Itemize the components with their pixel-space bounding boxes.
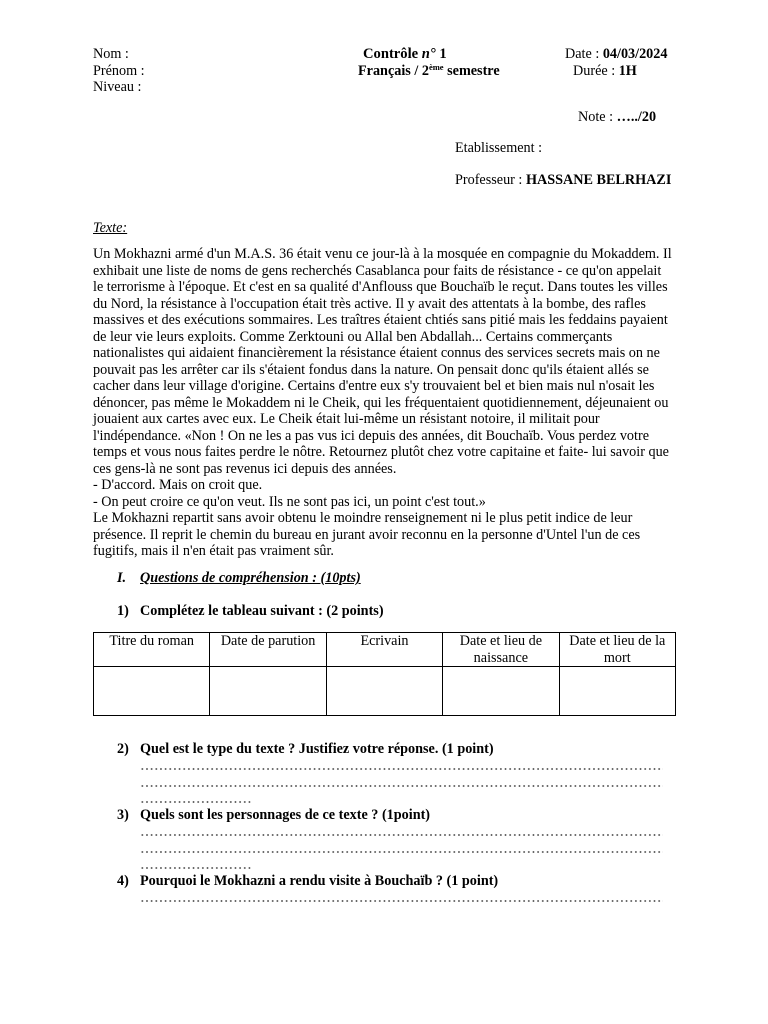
exam-subject-term: semestre <box>447 63 500 79</box>
date-label: Date : <box>565 46 600 62</box>
exam-title-number: 1 <box>439 46 447 62</box>
teacher-label: Professeur : <box>455 172 523 188</box>
question-1 <box>117 603 384 620</box>
table-header-death: Date et lieu de la mort <box>559 633 675 667</box>
grade-value: …../20 <box>616 109 657 125</box>
question-3 <box>117 807 663 873</box>
question-2 <box>117 741 663 807</box>
text-heading: Texte: <box>93 220 128 236</box>
text-line: l'indépendance. «Non ! On ne les a pas vus ici depuis des années, dit Bouchaïb. Vous perdez votre <box>93 427 649 444</box>
table-header-title: Titre du roman <box>94 633 210 667</box>
exam-duration <box>573 63 637 80</box>
text-line: jouaient aux cartes avec eux. Le Cheik était lui-même un résistant notoire, il militait pour <box>93 411 600 427</box>
prenom-label: Prénom : <box>93 63 145 79</box>
question-text: Quels sont les personnages de ce texte ? (1point) <box>140 807 431 823</box>
table-header-publication-date: Date de parution <box>210 633 326 667</box>
text-line: nationalistes qui aidaient financièrement la résistance étaient connus des services secrets mais on ne <box>93 345 660 361</box>
grade-label: Note : <box>578 109 614 125</box>
text-line: cacher dans leur village d'origine. Certains d'entre eux s'y trouvaient bel et bien mais nul n'osait les <box>93 378 655 394</box>
niveau-label: Niveau : <box>93 79 142 95</box>
nom-label: Nom : <box>93 46 129 62</box>
exam-title <box>363 46 447 63</box>
exam-title-number-abbr: n° <box>421 46 436 62</box>
text-line: du Nord, la résistance à l'occupation était très active. Il y avait des attentats à la bombe, des rafles <box>93 295 646 312</box>
text-line: Un Mokhazni armé d'un M.A.S. 36 était venu ce jour-là à la mosquée en compagnie du Mokaddem. Il <box>93 246 672 262</box>
text-line: dénoncer, pas même le Mokaddem ni le Cheik, qui les fréquentaient quotidiennement, déjeunaient ou <box>93 394 669 411</box>
answer-line <box>140 791 252 808</box>
text-line: Le Mokhazni repartit sans avoir obtenu le moindre renseignement ni le plus petit indice de leur <box>93 510 633 526</box>
question-number: 2) <box>117 741 129 757</box>
text-line: de leur vie leurs exploits. Comme Zerktouni ou Allal ben Abdallah... Certains commerçants <box>93 328 613 345</box>
table-cell <box>94 667 210 716</box>
novel-info-table <box>93 632 676 716</box>
table-header-row <box>94 633 676 667</box>
section-heading <box>117 570 361 587</box>
school-label: Etablissement : <box>455 140 543 156</box>
table-header-writer: Ecrivain <box>326 633 442 667</box>
text-line: exhibait une liste de noms de gens recherchés Casablanca pour faits de résistance - ce qu'on appelait <box>93 262 662 279</box>
text-line: - D'accord. Mais on croit que. <box>93 477 263 493</box>
answer-line <box>140 890 663 907</box>
text-line: temps et vous nous faites perdre le nôtre. Retournez plutôt chez votre capitaine et faite- lui savoir que <box>93 444 669 460</box>
exam-title-word: Contrôle <box>363 46 419 62</box>
exam-date <box>565 46 667 63</box>
teacher-name: HASSANE BELRHAZI <box>525 172 672 188</box>
teacher-field <box>455 172 671 189</box>
answer-line <box>140 824 663 841</box>
question-number: 4) <box>117 873 129 889</box>
text-line: pouvait pas les arrêter car ils s'étaient fondus dans la nature. On pensait donc qu'ils étaient allés se <box>93 361 649 378</box>
question-text: Pourquoi le Mokhazni a rendu visite à Bouchaïb ? (1 point) <box>140 873 499 889</box>
table-header-birth: Date et lieu de naissance <box>443 633 559 667</box>
duration-label: Durée : <box>573 63 616 79</box>
text-line: ces gens-là ne sont pas revenus ici depuis des années. <box>93 460 397 477</box>
question-number: 3) <box>117 807 129 823</box>
question-text: Complétez le tableau suivant : (2 points) <box>140 603 384 619</box>
exam-subject-main: Français / 2 <box>358 63 429 79</box>
exam-subject <box>358 63 500 80</box>
table-cell <box>443 667 559 716</box>
date-value: 04/03/2024 <box>602 46 668 62</box>
duration-value: 1H <box>618 63 637 79</box>
text-line: le terrorisme à l'époque. Et c'est en sa qualité d'Anflouss que Bouchaïb le reçut. Dans toutes les villes <box>93 279 668 295</box>
table-cell <box>559 667 675 716</box>
section-numeral: I. <box>117 570 127 586</box>
table-cell <box>210 667 326 716</box>
text-line: fugitifs, mais il n'en était pas vraiment sûr. <box>93 543 334 559</box>
text-line: présence. Il reprit le chemin du bureau en jurant avoir reconnu en la personne d'Untel l'un de ces <box>93 526 641 543</box>
text-line: - On peut croire ce qu'on veut. Ils ne sont pas ici, un point c'est tout.» <box>93 493 486 510</box>
section-title: Questions de compréhension : (10pts) <box>140 570 361 586</box>
grade-field <box>578 109 656 126</box>
answer-line <box>140 840 663 857</box>
answer-line <box>140 758 663 775</box>
text-passage <box>93 246 672 560</box>
exam-subject-ordinal-suffix: ème <box>428 62 444 72</box>
table-row <box>94 667 676 716</box>
question-number: 1) <box>117 603 129 619</box>
answer-line <box>140 857 252 874</box>
answer-line <box>140 774 663 791</box>
question-text: Quel est le type du texte ? Justifiez votre réponse. (1 point) <box>140 741 494 757</box>
table-cell <box>326 667 442 716</box>
text-line: massives et des exécutions sommaires. Les traîtres étaient chtiés sans pitié mais les feddains payaient <box>93 312 668 328</box>
question-4 <box>117 873 663 906</box>
